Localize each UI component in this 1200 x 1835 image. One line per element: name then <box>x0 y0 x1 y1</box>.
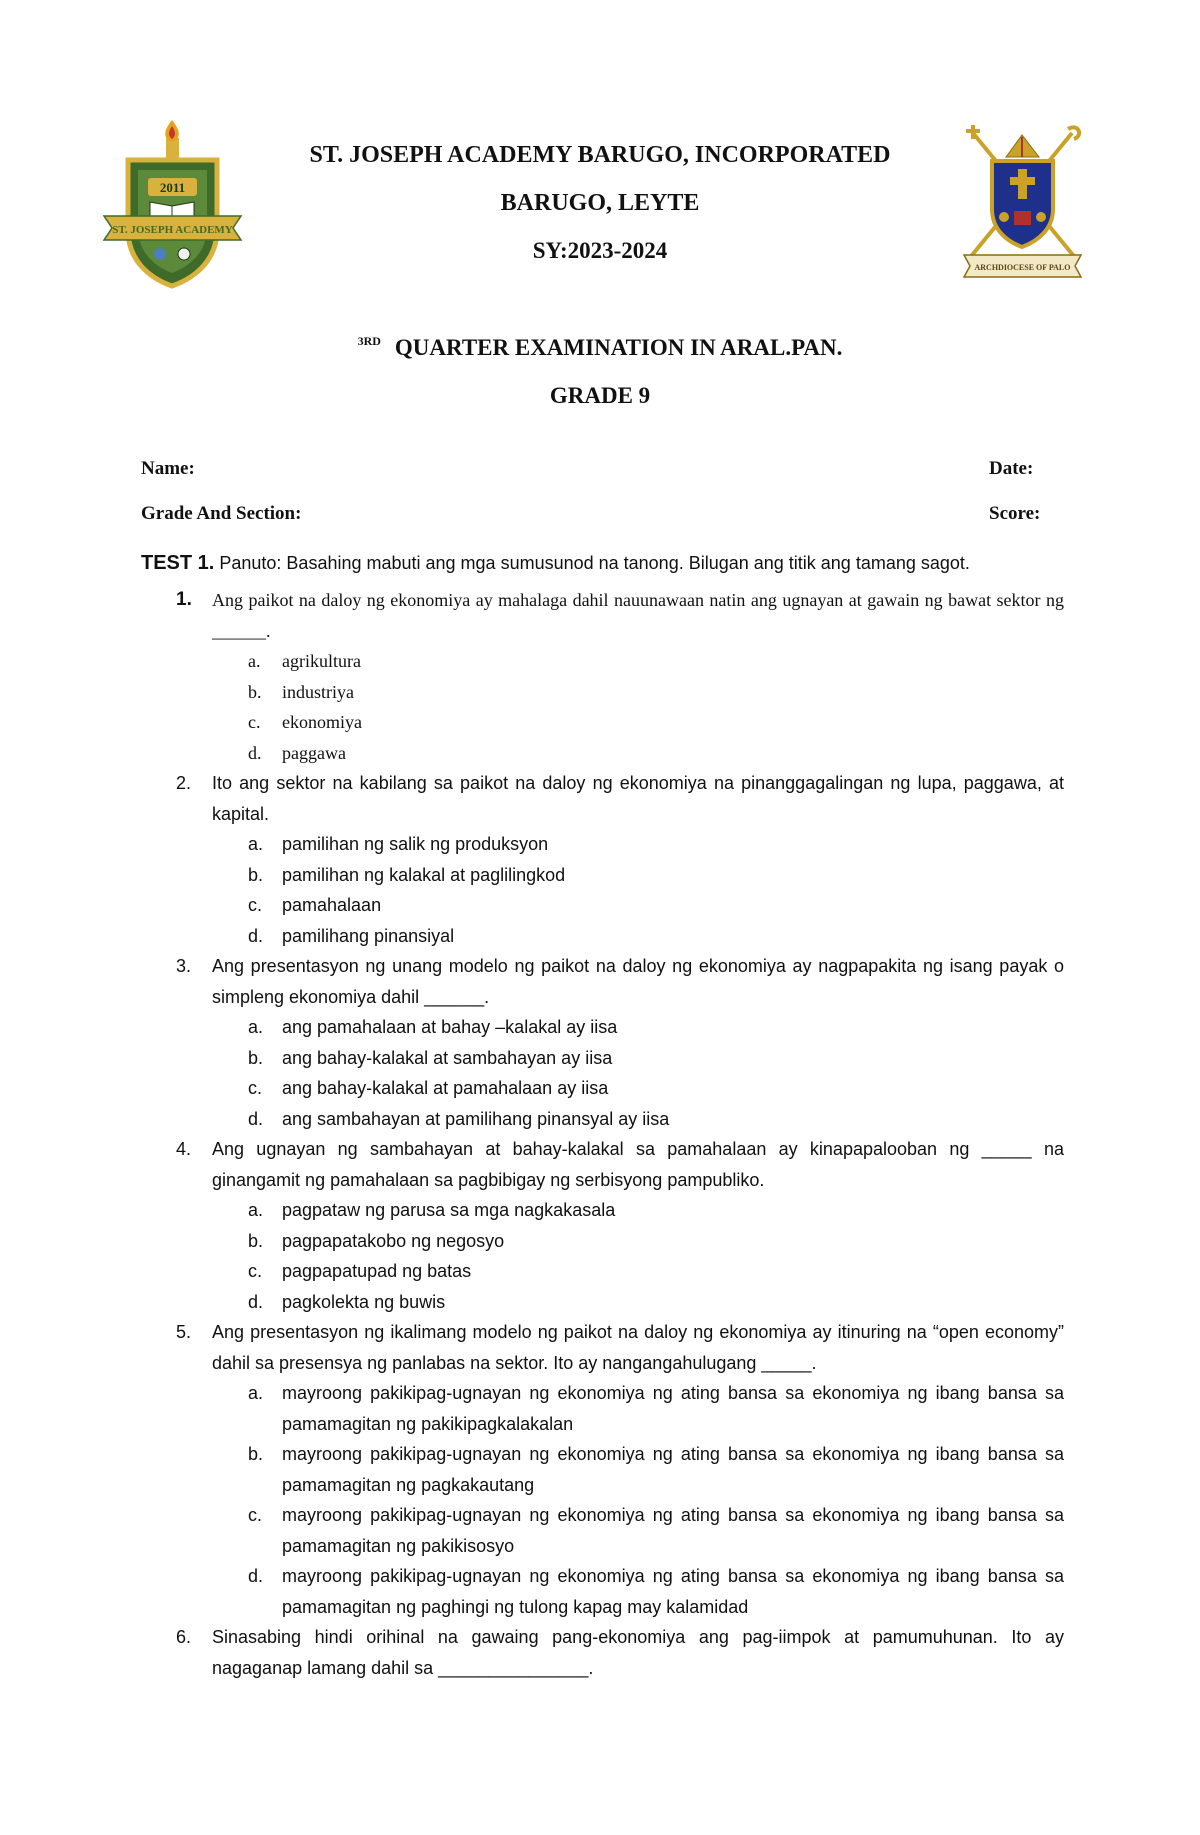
option-item <box>212 1500 1064 1561</box>
option-letter: d. <box>248 1291 264 1312</box>
school-year: SY:2023-2024 <box>532 238 668 263</box>
option-text: pamilihan ng kalakal at paglilingkod <box>282 864 566 885</box>
option-letter: c. <box>248 1261 263 1281</box>
question-text: Ito ang sektor na kabilang sa paikot na daloy ng ekonomiya na pinanggagalingan ng lupa, paggawa, at kapital. <box>212 773 1064 824</box>
question-number: 4. <box>176 1139 192 1159</box>
question-number: 2. <box>176 773 192 793</box>
question-list <box>176 585 1064 1683</box>
option-item <box>212 677 1064 708</box>
exam-grade: GRADE 9 <box>549 383 651 408</box>
option-item <box>212 890 1064 921</box>
option-text: pagpapatakobo ng negosyo <box>282 1230 505 1251</box>
option-letter: d. <box>248 925 264 946</box>
school-seal-logo <box>100 120 245 290</box>
option-item <box>212 707 1064 738</box>
option-letter: a. <box>248 651 261 671</box>
option-list <box>212 646 1064 768</box>
question-item <box>176 768 1064 951</box>
test-instructions: Panuto: Basahing mabuti ang mga sumusunod na tanong. Bilugan ang titik ang tamang sagot. <box>219 553 970 573</box>
seal-banner-text: ST. JOSEPH ACADEMY <box>112 224 233 236</box>
option-letter: c. <box>248 1505 263 1525</box>
option-item <box>212 1287 1064 1318</box>
option-text: pamahalaan <box>282 895 382 915</box>
option-item <box>212 829 1064 860</box>
question-item <box>176 951 1064 1134</box>
option-text: industriya <box>282 681 354 702</box>
date-label: Date: <box>989 458 1034 479</box>
name-label: Name: <box>141 458 195 479</box>
option-item <box>212 1226 1064 1257</box>
option-text: pagpataw ng parusa sa mga nagkakasala <box>282 1200 616 1220</box>
option-letter: a. <box>248 834 264 854</box>
option-text: mayroong pakikipag-ugnayan ng ekonomiya ng ating bansa sa ekonomiya ng ibang bansa sa pamamagitan ng paghingi ng tulong kapag may kalamidad <box>282 1566 1064 1617</box>
option-item <box>212 1378 1064 1439</box>
seal-year: 2011 <box>159 180 186 195</box>
option-item <box>212 1012 1064 1043</box>
option-letter: d. <box>248 742 262 763</box>
option-item <box>212 1256 1064 1287</box>
question-text: Sinasabing hindi orihinal na gawaing pang-ekonomiya ang pag-iimpok at pamumuhunan. Ito ay nagaganap lamang dahil sa _______________. <box>212 1627 1064 1678</box>
option-letter: b. <box>248 1444 264 1464</box>
option-letter: a. <box>248 1383 264 1403</box>
option-letter: c. <box>248 712 261 732</box>
option-letter: b. <box>248 681 262 702</box>
question-number: 5. <box>176 1322 192 1342</box>
option-list <box>212 1195 1064 1317</box>
question-text: Ang presentasyon ng unang modelo ng paikot na daloy ng ekonomiya ay nagpapakita ng isang payak o simpleng ekonomiya dahil ______. <box>212 956 1064 1007</box>
option-text: mayroong pakikipag-ugnayan ng ekonomiya ng ating bansa sa ekonomiya ng ibang bansa sa pamamagitan ng pakikipagkalakalan <box>282 1383 1064 1434</box>
question-text: Ang presentasyon ng ikalimang modelo ng paikot na daloy ng ekonomiya ay itinuring na “open economy” dahil sa presensya ng panlabas na sektor. Ito ay nangangahulugang _____. <box>212 1322 1064 1373</box>
option-text: pamilihang pinansiyal <box>282 925 455 946</box>
option-item <box>212 921 1064 952</box>
crest-scroll-text: ARCHDIOCESE OF PALO <box>974 263 1071 272</box>
option-letter: b. <box>248 1230 264 1251</box>
option-text: ang bahay-kalakal at pamahalaan ay iisa <box>282 1078 609 1098</box>
option-item <box>212 1195 1064 1226</box>
option-letter: b. <box>248 864 264 885</box>
option-text: pagkolekta ng buwis <box>282 1291 446 1312</box>
option-text: agrikultura <box>282 651 361 671</box>
question-item <box>176 1134 1064 1317</box>
test-label: TEST 1. <box>141 552 215 574</box>
option-list <box>212 1378 1064 1622</box>
option-letter: a. <box>248 1200 264 1220</box>
question-number: 3. <box>176 956 192 976</box>
option-item <box>212 860 1064 891</box>
archdiocese-crest-logo <box>960 125 1085 285</box>
option-text: ang bahay-kalakal at sambahayan ay iisa <box>282 1047 613 1068</box>
option-text: mayroong pakikipag-ugnayan ng ekonomiya ng ating bansa sa ekonomiya ng ibang bansa sa pamamagitan ng pagkakautang <box>282 1444 1064 1495</box>
option-letter: d. <box>248 1108 264 1129</box>
option-text: ekonomiya <box>282 712 362 732</box>
option-text: ang pamahalaan at bahay –kalakal ay iisa <box>282 1017 618 1037</box>
option-letter: c. <box>248 1078 263 1098</box>
quarter-superscript: 3RD <box>357 334 381 348</box>
school-location: BARUGO, LEYTE <box>500 190 700 216</box>
option-item <box>212 1104 1064 1135</box>
option-text: paggawa <box>282 742 346 763</box>
question-item <box>176 1622 1064 1683</box>
option-item <box>212 738 1064 769</box>
option-item <box>212 1043 1064 1074</box>
test-heading <box>141 552 970 575</box>
option-text: ang sambahayan at pamilihang pinansyal ay iisa <box>282 1108 670 1129</box>
option-item <box>212 646 1064 677</box>
option-letter: b. <box>248 1047 264 1068</box>
option-text: mayroong pakikipag-ugnayan ng ekonomiya ng ating bansa sa ekonomiya ng ibang bansa sa pamamagitan ng pakikisosyo <box>282 1505 1064 1556</box>
option-letter: d. <box>248 1566 264 1586</box>
option-list <box>212 1012 1064 1134</box>
question-text: Ang paikot na daloy ng ekonomiya ay mahalaga dahil nauunawaan natin ang ugnayan at gawain ng bawat sektor ng ______. <box>212 590 1064 641</box>
school-name: ST. JOSEPH ACADEMY BARUGO, INCORPORATED <box>309 142 891 168</box>
option-text: pagpapatupad ng batas <box>282 1261 472 1281</box>
option-item <box>212 1439 1064 1500</box>
option-item <box>212 1561 1064 1622</box>
question-number: 6. <box>176 1627 192 1647</box>
exam-title <box>250 334 950 361</box>
grade-section-label: Grade And Section: <box>141 503 302 524</box>
score-label: Score: <box>989 503 1041 524</box>
question-number: 1. <box>176 589 192 610</box>
option-letter: a. <box>248 1017 264 1037</box>
option-letter: c. <box>248 895 263 915</box>
question-text: Ang ugnayan ng sambahayan at bahay-kalakal sa pamahalaan ay kinapapalooban ng _____ na ginangamit ng pamahalaan sa pagbibigay ng serbisyong pampubliko. <box>212 1139 1064 1190</box>
exam-title-text: QUARTER EXAMINATION IN ARAL.PAN. <box>394 335 843 360</box>
option-item <box>212 1073 1064 1104</box>
option-list <box>212 829 1064 951</box>
question-item <box>176 1317 1064 1622</box>
question-item <box>176 585 1064 768</box>
option-text: pamilihan ng salik ng produksyon <box>282 834 549 854</box>
